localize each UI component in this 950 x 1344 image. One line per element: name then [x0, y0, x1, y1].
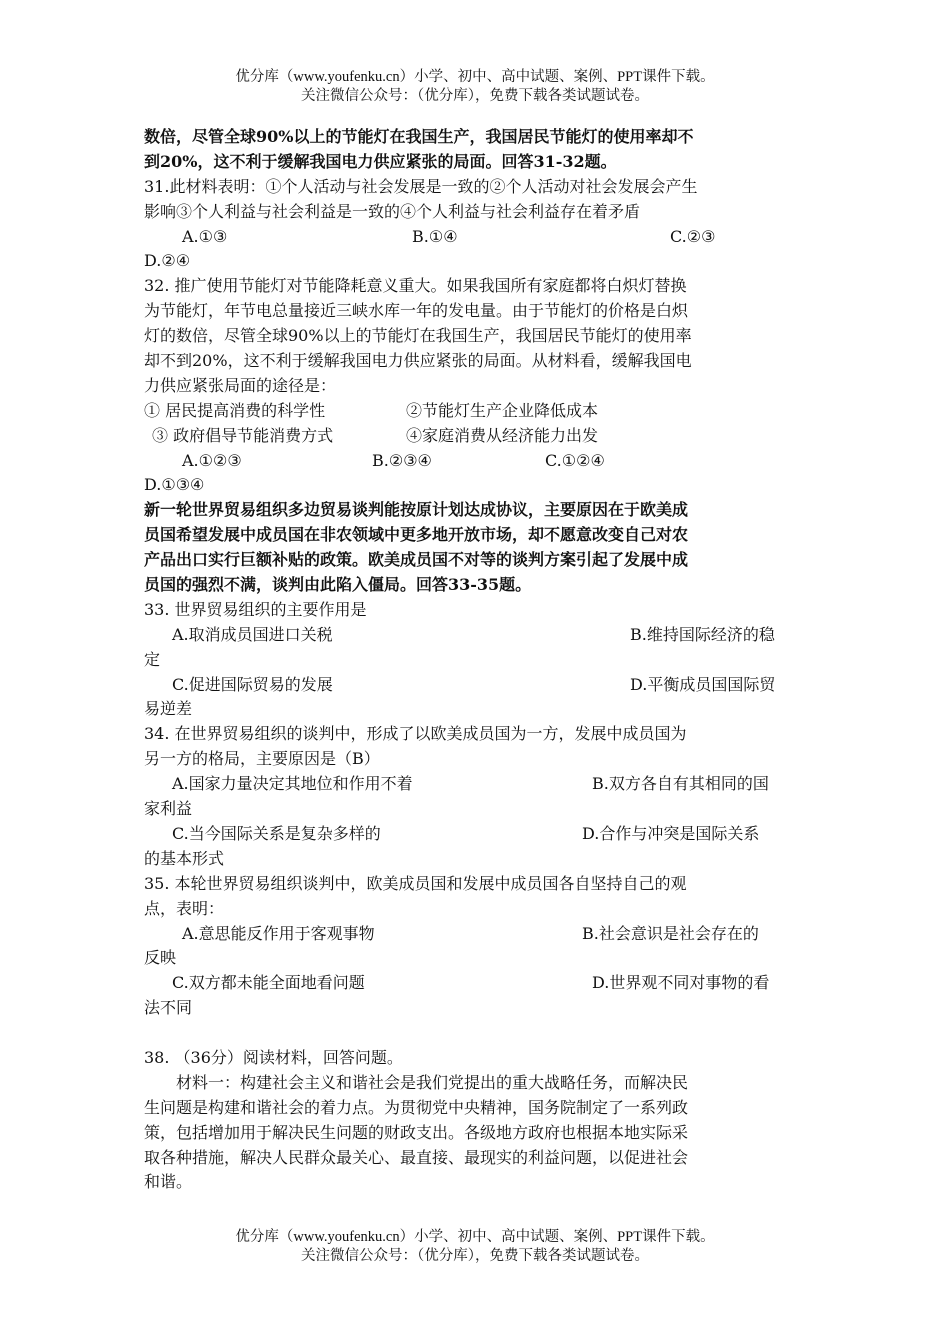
intro-2-line: 产品出口实行巨额补贴的政策。欧美成员国不对等的谈判方案引起了发展中成 — [144, 550, 689, 570]
q32-option-b: B.②③④ — [372, 450, 432, 470]
q32-option-c: C.①②④ — [545, 450, 605, 470]
q35-option-a: A.意思能反作用于客观事物 — [182, 923, 375, 943]
blank-line — [144, 1021, 806, 1046]
q35-option-b-cont: 反映 — [144, 948, 177, 968]
q38-material: 策，包括增加用于解决民生问题的财政支出。各级地方政府也根据本地实际采 — [144, 1122, 689, 1142]
q32-statement-1: ① 居民提高消费的科学性 — [144, 400, 326, 420]
q32-statement-2: ②节能灯生产企业降低成本 — [406, 400, 599, 420]
q33-option-a: A.取消成员国进口关税 — [172, 624, 333, 644]
q32-statement-4: ④家庭消费从经济能力出发 — [406, 425, 599, 445]
q32-statements — [144, 424, 806, 449]
q33-stem: 33. 世界贸易组织的主要作用是 — [144, 599, 367, 619]
q34-option-c: C.当今国际关系是复杂多样的 — [172, 823, 381, 843]
q34-stem: 另一方的格局，主要原因是（B） — [144, 749, 380, 769]
q34-stem: 34. 在世界贸易组织的谈判中，形成了以欧美成员国为一方，发展中成员国为 — [144, 724, 687, 744]
q32-options — [144, 449, 806, 474]
document-body — [144, 125, 806, 1195]
q33-options — [144, 623, 806, 648]
intro-2-line: 员国的强烈不满，谈判由此陷入僵局。回答33-35题。 — [144, 575, 532, 595]
q33-option-d: D.平衡成员国国际贸 — [630, 674, 776, 694]
intro-2-line: 新一轮世界贸易组织多边贸易谈判能按原计划达成协议，主要原因在于欧美成 — [144, 500, 689, 520]
q34-options — [144, 772, 806, 797]
q38-title: 38. （36分）阅读材料，回答问题。 — [144, 1047, 403, 1067]
q32-option-d: D.①③④ — [144, 475, 205, 495]
q32-stem: 为节能灯，年节电总量接近三峡水库一年的发电量。由于节能灯的价格是白炽 — [144, 301, 689, 321]
q35-options — [144, 971, 806, 996]
q34-option-b-cont: 家利益 — [144, 799, 193, 819]
q35-option-d: D.世界观不同对事物的看 — [592, 973, 770, 993]
q32-stem: 32. 推广使用节能灯对节能降耗意义重大。如果我国所有家庭都将白炽灯替换 — [144, 276, 687, 296]
q31-option-b: B.①④ — [412, 226, 458, 246]
q33-option-d-cont: 易逆差 — [144, 699, 193, 719]
q32-option-a: A.①②③ — [182, 450, 242, 470]
q35-stem: 35. 本轮世界贸易组织谈判中，欧美成员国和发展中成员国各自坚持自己的观 — [144, 873, 687, 893]
intro-1-line: 到20%，这不利于缓解我国电力供应紧张的局面。回答31-32题。 — [144, 151, 617, 171]
q34-option-b: B.双方各自有其相同的国 — [592, 774, 769, 794]
q32-stem: 力供应紧张局面的途径是： — [144, 375, 337, 395]
q32-statement-3: ③ 政府倡导节能消费方式 — [152, 425, 334, 445]
q33-option-b-cont: 定 — [144, 649, 161, 669]
q33-option-b: B.维持国际经济的稳 — [630, 624, 775, 644]
page-header — [0, 68, 950, 106]
header-line-2: 关注微信公众号：（优分库），免费下载各类试题试卷。 — [301, 88, 649, 104]
q34-option-d: D.合作与冲突是国际关系 — [582, 823, 760, 843]
intro-2-line: 员国希望发展中成员国在非农领域中更多地开放市场，却不愿意改变自己对农 — [144, 525, 689, 545]
q32-stem: 却不到20%，这不利于缓解我国电力供应紧张的局面。从材料看，缓解我国电 — [144, 351, 692, 371]
q38-material: 生问题是构建和谐社会的着力点。为贯彻党中央精神，国务院制定了一系列政 — [144, 1097, 689, 1117]
q34-option-a: A.国家力量决定其地位和作用不着 — [172, 774, 413, 794]
q35-option-b: B.社会意识是社会存在的 — [582, 923, 759, 943]
q31-option-c: C.②③ — [670, 226, 716, 246]
q32-stem: 灯的数倍，尽管全球90%以上的节能灯在我国生产，我国居民节能灯的使用率 — [144, 326, 692, 346]
q31-option-d: D.②④ — [144, 251, 191, 271]
footer-line-1: 优分库（www.youfenku.cn）小学、初中、高中试题、案例、PPT课件下载。 — [235, 1229, 715, 1245]
q34-option-d-cont: 的基本形式 — [144, 848, 225, 868]
q35-options — [144, 922, 806, 947]
q31-stem: 31.此材料表明：①个人活动与社会发展是一致的②个人活动对社会发展会产生 — [144, 176, 698, 196]
page-footer — [0, 1228, 950, 1266]
q32-statements — [144, 399, 806, 424]
q33-option-c: C.促进国际贸易的发展 — [172, 674, 333, 694]
intro-1-line: 数倍，尽管全球90%以上的节能灯在我国生产，我国居民节能灯的使用率却不 — [144, 127, 694, 146]
header-line-1: 优分库（www.youfenku.cn）小学、初中、高中试题、案例、PPT课件下载。 — [235, 69, 715, 85]
q35-stem: 点，表明： — [144, 898, 225, 918]
q34-options — [144, 822, 806, 847]
q31-stem: 影响③个人利益与社会利益是一致的④个人利益与社会利益存在着矛盾 — [144, 201, 641, 221]
q31-option-a: A.①③ — [182, 226, 228, 246]
q35-option-d-cont: 法不同 — [144, 998, 193, 1018]
q33-options — [144, 673, 806, 698]
q35-option-c: C.双方都未能全面地看问题 — [172, 973, 365, 993]
q31-options — [144, 225, 806, 250]
q38-material: 取各种措施，解决人民群众最关心、最直接、最现实的利益问题，以促进社会 — [144, 1147, 689, 1167]
q38-material: 和谐。 — [144, 1172, 193, 1192]
footer-line-2: 关注微信公众号：（优分库），免费下载各类试题试卷。 — [301, 1248, 649, 1264]
q38-material: 材料一：构建社会主义和谐社会是我们党提出的重大战略任务，而解决民 — [176, 1072, 689, 1092]
